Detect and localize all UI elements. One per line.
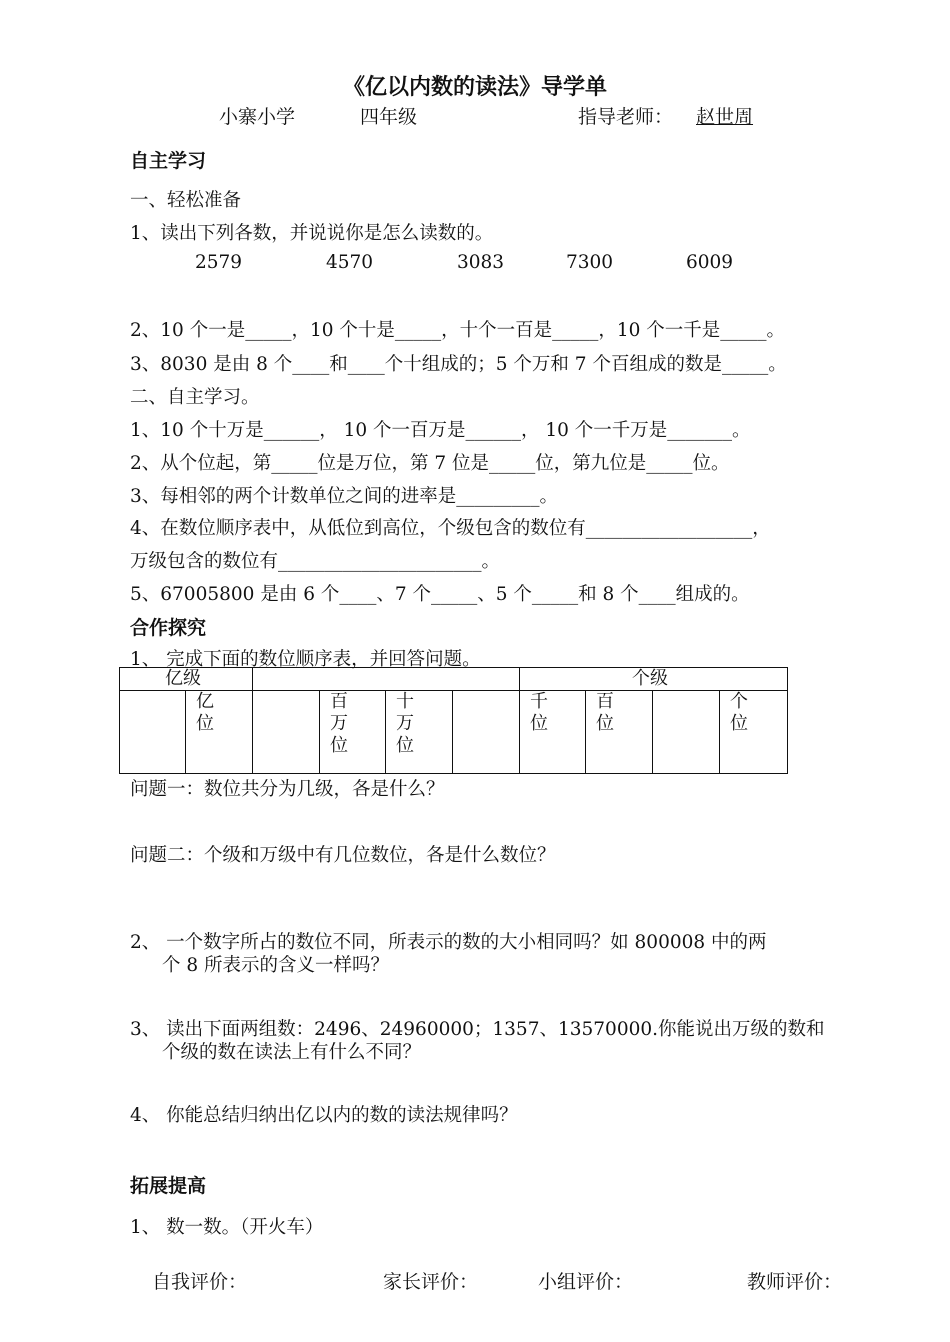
number-item: 2579 [195,252,243,273]
section-self-study: 自主学习 [130,150,207,172]
section-cooperate: 合作探究 [130,617,207,639]
coop-q2-line1: 2、 一个数字所占的数位不同，所表示的数的大小相同吗？如 800008 中的两 [130,932,767,953]
table-cell[interactable]: 亿位 [186,691,253,774]
table-cell[interactable]: 百万位 [320,691,386,774]
coop-q1: 1、 完成下面的数位顺序表，并回答问题。 [130,649,481,670]
table-cell[interactable] [253,691,320,774]
part2-q2: 2、从个位起，第_____位是万位，第 7 位是_____位，第九位是_____位。 [130,453,730,474]
table-header-yi-level: 亿级 [120,668,253,691]
teacher-evaluation-label: 教师评价： [747,1271,843,1293]
table-cell[interactable]: 个位 [720,691,788,774]
teacher-label: 指导老师： [578,106,674,128]
table-cell[interactable]: 十万位 [386,691,453,774]
part1-q3: 3、8030 是由 8 个____和____个十组成的；5 个万和 7 个百组成的数是_____。 [130,354,787,375]
part2-q1: 1、10 个十万是______， 10 个一百万是______， 10 个一千万是_______。 [130,420,751,441]
section-extend: 拓展提高 [130,1175,207,1197]
coop-q3-line2: 个级的数在读法上有什么不同？ [162,1042,422,1063]
page-title: 《亿以内数的读法》导学单 [342,74,607,100]
ext-q1: 1、 数一数。（开火车） [130,1217,324,1238]
part2-q4-line2: 万级包含的数位有______________________。 [130,551,501,572]
table-cell[interactable] [653,691,720,774]
part1-q1: 1、读出下列各数，并说说你是怎么读数的。 [130,223,494,244]
place-value-table [119,667,788,774]
part2-q3: 3、每相邻的两个计数单位之间的进率是_________。 [130,486,559,507]
grade: 四年级 [360,106,418,128]
table-cell[interactable] [453,691,520,774]
question-two: 问题二：个级和万级中有几位数位，各是什么数位？ [130,845,556,866]
table-header-ge-level: 个级 [520,668,788,691]
number-item: 3083 [457,252,505,273]
table-cell[interactable] [120,691,186,774]
number-item: 6009 [686,252,734,273]
coop-q4: 4、 你能总结归纳出亿以内的数的读法规律吗？ [130,1105,518,1126]
part1-heading: 一、轻松准备 [130,190,242,211]
table-header-wan-level [253,668,520,691]
question-one: 问题一：数位共分为几级，各是什么？ [130,779,445,800]
part2-q4-line1: 4、在数位顺序表中，从低位到高位，个级包含的数位有__________________， [130,518,771,539]
part2-heading: 二、自主学习。 [130,387,260,408]
teacher-name: 赵世周 [696,106,754,128]
table-cell[interactable]: 百位 [586,691,653,774]
coop-q2-line2: 个 8 所表示的含义一样吗？ [162,955,390,976]
part2-q5: 5、67005800 是由 6 个____、7 个_____、5 个_____和 8 个____组成的。 [130,584,750,605]
table-cell[interactable]: 千位 [520,691,586,774]
part1-q2: 2、10 个一是_____，10 个十是_____，十个一百是_____，10 个一千是_____。 [130,320,786,341]
self-evaluation-label: 自我评价： [152,1271,248,1293]
number-item: 4570 [326,252,374,273]
group-evaluation-label: 小组评价： [538,1271,634,1293]
number-item: 7300 [566,252,614,273]
coop-q3-line1: 3、 读出下面两组数：2496、24960000；1357、13570000.你能说出万级的数和 [130,1019,825,1040]
parent-evaluation-label: 家长评价： [383,1271,479,1293]
school-name: 小寨小学 [219,106,296,128]
